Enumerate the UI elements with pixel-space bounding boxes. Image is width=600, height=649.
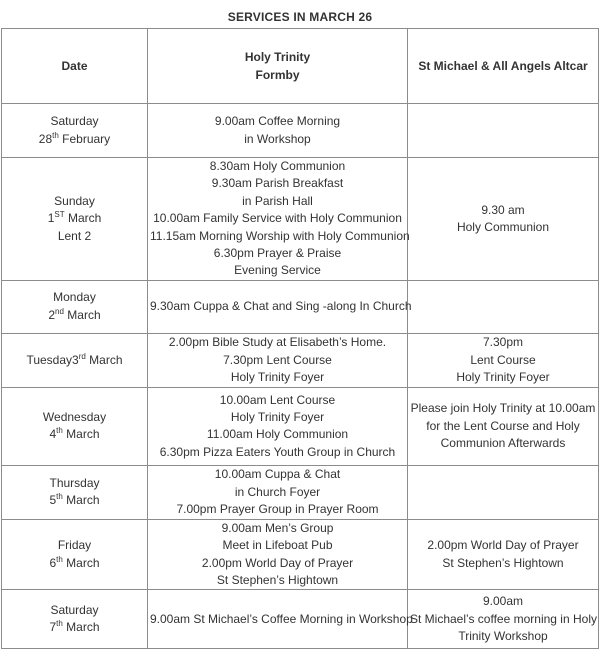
service-line: St Stephen’s Hightown (442, 555, 564, 570)
service-line: 7.00pm Prayer Group in Prayer Room (176, 502, 379, 517)
holy-trinity-cell (148, 465, 408, 519)
service-line: 2.00pm World Day of Prayer (201, 555, 354, 570)
date-line: Saturday (50, 114, 99, 129)
st-michael-cell (408, 519, 599, 590)
table-row (2, 158, 599, 281)
service-line: 10.00am Family Service with Holy Communion (153, 211, 402, 226)
date-line: 5th March (49, 492, 100, 508)
page-title: SERVICES IN MARCH 26 (227, 10, 373, 24)
service-line: 7.30pm (482, 335, 524, 350)
date-line: 28th February (38, 130, 111, 146)
date-cell (2, 104, 148, 158)
date-line: Tuesday3rd March (26, 351, 123, 367)
service-line: 7.30pm Lent Course (223, 352, 332, 367)
service-line: 10.00am Cuppa & Chat (214, 467, 341, 482)
st-michael-cell (408, 280, 599, 333)
table-row (2, 519, 599, 590)
service-line: Holy Trinity Foyer (230, 370, 325, 385)
date-line: Thursday (49, 475, 100, 490)
holy-trinity-cell (148, 519, 408, 590)
date-ordinal: rd (78, 351, 86, 361)
service-line: in Parish Hall (242, 193, 313, 208)
table-row (2, 333, 599, 387)
table-row (2, 104, 599, 158)
service-line: St Michael’s coffee morning in Holy (410, 611, 597, 626)
st-michael-cell (408, 465, 599, 519)
table-row (2, 590, 599, 649)
header-st-michael: St Michael & All Angels Altcar (408, 29, 599, 104)
service-line: 9.00am Coffee Morning (214, 114, 341, 129)
date-line: Monday (53, 290, 96, 305)
service-line: Lent Course (470, 352, 536, 367)
service-line: Holy Trinity Foyer (230, 409, 325, 424)
holy-trinity-cell (148, 333, 408, 387)
service-line: 9.00am (482, 594, 524, 609)
service-line: in Workshop (244, 131, 311, 146)
table-row (2, 280, 599, 333)
service-line: 9.30am Parish Breakfast (211, 176, 344, 191)
header-holy-trinity-line: Formby (255, 68, 300, 82)
date-cell (2, 333, 148, 387)
service-line: Evening Service (234, 263, 321, 278)
holy-trinity-cell (148, 158, 408, 281)
st-michael-cell (408, 104, 599, 158)
service-line: 9.30am Cuppa & Chat and Sing -along In Church (150, 299, 412, 314)
table-row (2, 387, 599, 465)
date-line: 1ST March (47, 210, 102, 226)
date-ordinal: th (56, 492, 63, 502)
date-line: 7th March (49, 619, 100, 635)
service-line: Holy Communion (456, 219, 550, 234)
holy-trinity-cell (148, 104, 408, 158)
service-line: 11.15am Morning Worship with Holy Communion (150, 228, 410, 243)
date-ordinal: ST (54, 210, 65, 220)
service-line: for the Lent Course and Holy (426, 418, 580, 433)
services-table (1, 28, 599, 649)
service-line: 11.00am Holy Communion (206, 427, 349, 442)
header-date: Date (2, 29, 148, 104)
st-michael-cell (408, 333, 599, 387)
date-ordinal: nd (55, 306, 64, 316)
date-cell (2, 519, 148, 590)
holy-trinity-cell (148, 280, 412, 333)
service-line: Trinity Workshop (458, 629, 548, 644)
header-row (2, 29, 599, 104)
service-line: Holy Trinity Foyer (456, 370, 550, 385)
date-line: 6th March (49, 554, 100, 570)
service-line: 2.00pm World Day of Prayer (427, 538, 579, 553)
header-holy-trinity (148, 29, 408, 104)
header-holy-trinity-line: Holy Trinity (244, 50, 311, 64)
holy-trinity-cell (148, 590, 413, 649)
date-ordinal: th (56, 426, 63, 436)
date-cell (2, 465, 148, 519)
date-cell (2, 387, 148, 465)
date-ordinal: th (52, 130, 59, 140)
service-line: Meet in Lifeboat Pub (222, 538, 333, 553)
holy-trinity-cell (148, 387, 408, 465)
date-cell (2, 590, 148, 649)
date-line: 4th March (49, 426, 100, 442)
service-line: 10.00am Lent Course (219, 392, 336, 407)
date-ordinal: th (56, 619, 63, 629)
table-row (2, 465, 599, 519)
date-line: Friday (57, 538, 92, 553)
service-line: 6.30pm Prayer & Praise (213, 246, 342, 261)
st-michael-cell (408, 590, 599, 649)
date-cell (2, 280, 148, 333)
service-line: 2.00pm Bible Study at Elisabeth’s Home. (168, 335, 387, 350)
service-line: Please join Holy Trinity at 10.00am (410, 401, 596, 416)
service-line: 6.30pm Pizza Eaters Youth Group in Church (159, 444, 396, 459)
date-line: Saturday (50, 603, 99, 618)
st-michael-cell (408, 387, 599, 465)
service-line: in Church Foyer (234, 484, 321, 499)
date-line: 2nd March (48, 306, 101, 322)
st-michael-cell (408, 158, 599, 281)
service-line: 8.30am Holy Communion (209, 159, 346, 173)
date-cell (2, 158, 148, 281)
service-line: Communion Afterwards (440, 436, 566, 451)
date-ordinal: th (56, 554, 63, 564)
date-line: Sunday (54, 193, 95, 208)
date-line: Wednesday (42, 409, 107, 424)
service-line: 9.30 am (481, 202, 525, 217)
date-line: Lent 2 (57, 228, 92, 243)
service-line: 9.00am Men’s Group (221, 520, 334, 535)
service-line: 9.00am St Michael’s Coffee Morning in Workshop (150, 611, 413, 626)
service-line: St Stephen’s Hightown (216, 573, 339, 588)
